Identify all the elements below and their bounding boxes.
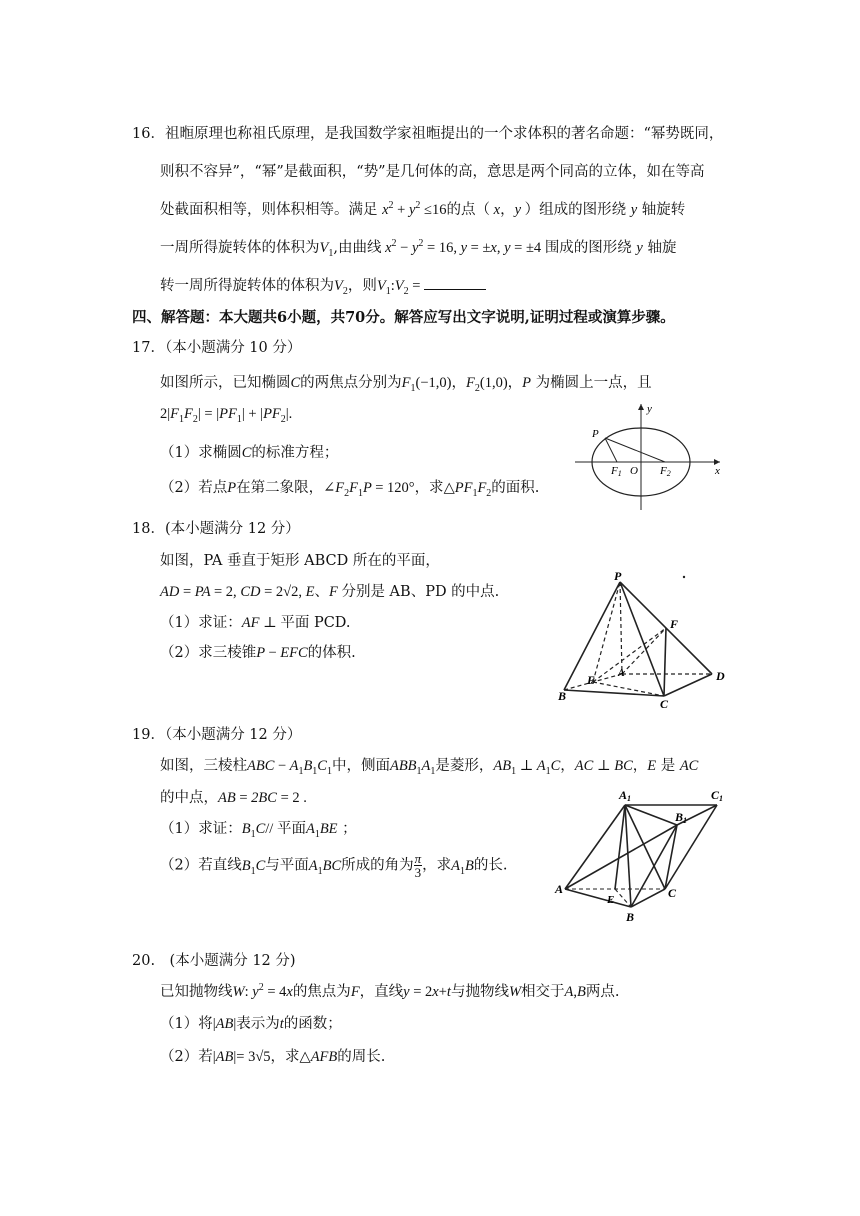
text: 1 — [719, 794, 724, 803]
text: 的两焦点分别为 — [300, 375, 402, 391]
math-f2: $F_2(1,0)$ — [466, 375, 508, 394]
text: ，求 — [422, 857, 452, 874]
edge-ab — [565, 889, 631, 907]
math-a1bc: $A_1BC$ — [308, 857, 342, 877]
text: 已知抛物线 — [160, 984, 233, 1000]
text: 由曲线 — [337, 240, 382, 256]
text: 是菱形， — [435, 758, 494, 774]
label-a1 — [618, 788, 631, 803]
text: C — [711, 788, 720, 802]
text: 如图所示，已知椭圆 — [160, 375, 291, 391]
label-e: E — [607, 894, 615, 906]
text: 的点（ — [446, 202, 491, 218]
text: 的标准方程； — [251, 445, 339, 461]
text: 转一周所得旋转体的体积为 — [160, 278, 334, 294]
text: 平面 PCD. — [280, 615, 351, 631]
math-triangle: $\triangle PF_1F_2$ — [443, 480, 492, 499]
math-v2: $V_2$ — [334, 278, 348, 297]
text: （2）若 — [160, 1049, 213, 1065]
segment-af — [622, 628, 666, 674]
label-a: A — [555, 882, 564, 896]
math-y: y — [630, 202, 638, 218]
text: 的函数； — [283, 1016, 342, 1032]
math-p: P — [227, 480, 237, 496]
text: 处截面积相等，则体积相等。满足 — [160, 202, 378, 218]
math-ab: AB = 2BC = 2 . — [218, 790, 307, 806]
text: （2）若直线 — [160, 857, 242, 874]
label-f: F — [670, 617, 679, 631]
dot — [683, 576, 685, 578]
math-pefc: P − EFC — [256, 645, 308, 661]
q20-line-1 — [160, 980, 620, 1001]
answer-blank — [424, 277, 486, 290]
text: 中，侧面 — [331, 758, 390, 774]
text: 表示为 — [236, 1016, 280, 1032]
text: 与平面 — [265, 857, 309, 874]
math-afb: AFB — [310, 1049, 338, 1065]
text: 1 — [617, 469, 622, 478]
edge-pc — [620, 582, 664, 696]
q16-line-3 — [160, 198, 685, 219]
q20-header: 20. (本小题满分 12 分) — [132, 953, 296, 969]
q19-part-1: （1）求证：$B_1C//$ 平面$A_1BE$ ； — [160, 821, 357, 840]
math-face: $ABB_1A_1$ — [389, 758, 436, 777]
text: ，求△ — [270, 1049, 311, 1065]
segment-pf2 — [605, 438, 665, 462]
q16-line-1: 16．祖暅原理也称祖氏原理，是我国数学家祖暅提出的一个求体积的著名命题：“幂势既同， — [132, 126, 724, 142]
math-line: y = 2x+t — [403, 984, 451, 1000]
label-e: E — [587, 673, 596, 687]
math-xy: x，y — [490, 202, 525, 218]
math-perp2: AC ⊥ BC — [574, 758, 633, 774]
math-ac: AC — [679, 758, 699, 774]
text: 如图，三棱柱 — [160, 758, 247, 774]
text: （2）求三棱锥 — [160, 645, 257, 661]
label-p: P — [592, 428, 599, 440]
math-condition: $2|F_1F_2| = |PF_1| + |PF_2|$. — [160, 406, 293, 425]
text: 所成的角为 — [341, 857, 414, 874]
text: 相交于 — [521, 984, 565, 1000]
label-b: B — [626, 910, 635, 924]
label-d: D — [716, 669, 725, 683]
text: 与抛物线 — [450, 984, 509, 1000]
label-o: O — [630, 465, 638, 477]
text: （1）将 — [160, 1016, 213, 1032]
label-b: B — [558, 689, 567, 703]
label-c1 — [711, 788, 723, 803]
q18-line-1: 如图，PA 垂直于矩形 ABCD 所在的平面， — [160, 553, 440, 569]
text: 在第二象限， — [236, 480, 324, 496]
math-f: F — [350, 984, 360, 1000]
text: 的中点， — [160, 790, 218, 806]
section-heading: 四、解答题：本大题共6小题，共70分。解答应写出文字说明,证明过程或演算步骤。 — [132, 309, 675, 326]
ellipse-figure — [575, 402, 725, 512]
q18-part-1 — [160, 611, 351, 632]
q17-line-2 — [160, 406, 292, 425]
label-b1 — [674, 810, 687, 825]
math-v1: $V_1$ — [319, 240, 334, 259]
math-perp1: $AB_1$ ⊥ $A_1C$ — [493, 758, 561, 777]
q17-line-1: 如图所示，已知椭圆C的两焦点分别为$F_1(-1,0)$，$F_2(1,0)$，P 为椭圆上一点，且 — [160, 375, 652, 394]
math-curve: $x^2 - y^2 = 16$, y = ±x, y = ±4 — [381, 238, 545, 256]
text: 平面 — [276, 821, 306, 837]
q16-line-2: 则积不容异”，“幂”是截面积，“势”是几何体的高，意思是两个同高的立体，如在等高 — [160, 164, 705, 180]
math-length: |AB|= 3√5 — [212, 1049, 271, 1065]
math-c: C — [241, 445, 252, 461]
text: F — [660, 465, 667, 477]
text: 两点. — [585, 984, 620, 1000]
text: （1）求证： — [160, 821, 242, 837]
label-c: C — [660, 697, 669, 711]
q19-header: 19．（本小题满分 12 分） — [132, 727, 302, 743]
math-lengths: AD = PA = 2, CD = 2√2, E、F — [160, 584, 342, 600]
q18-header: 18．(本小题满分 12 分） — [132, 521, 300, 537]
q19-line-2 — [160, 786, 307, 807]
text: 的周长. — [337, 1049, 386, 1065]
label-p: P — [614, 569, 622, 583]
y-arrow — [638, 404, 644, 410]
math-c: C — [290, 375, 301, 391]
math-b1c: $B_1C//$ — [241, 821, 274, 840]
label-a: A — [618, 668, 625, 679]
text: ）组成的图形绕 — [524, 202, 627, 218]
segment-pe — [593, 582, 620, 682]
math-f1: $F_1(-1,0)$ — [401, 375, 452, 394]
text: ， — [632, 758, 648, 774]
text: ，求 — [414, 480, 444, 496]
text: 为椭圆上一点，且 — [535, 375, 652, 391]
math-angle: $\angle F_2F_1P = 120^\circ$ — [323, 480, 415, 499]
text: （1）求椭圆 — [160, 445, 242, 461]
math-abs-ab: |AB| — [212, 1016, 237, 1032]
text: 的体积. — [307, 645, 356, 661]
q16-line-5 — [160, 274, 486, 297]
text: 1 — [683, 816, 688, 825]
text: 1 — [627, 794, 632, 803]
q18-line-2 — [160, 580, 499, 601]
q17-part-2 — [160, 476, 539, 499]
text: 的焦点为 — [292, 984, 351, 1000]
text: （2）若点 — [160, 480, 228, 496]
q17-header: 17．（本小题满分 10 分） — [132, 340, 302, 356]
label-f1 — [610, 465, 622, 478]
math-disk: $x^2 + y^2 \le 16$ — [382, 200, 447, 218]
math-ab: A,B — [564, 984, 586, 1000]
label-f2 — [659, 465, 671, 478]
text: （1）求证： — [160, 615, 242, 631]
math-a1b: $A_1B$ — [451, 857, 474, 877]
text: 的长. — [473, 857, 508, 874]
text: ，则 — [347, 278, 377, 294]
text: 一周所得旋转体的体积为 — [160, 240, 320, 256]
math-af: AF ⊥ — [241, 615, 277, 631]
text: 轴旋转 — [641, 202, 686, 218]
text: B — [675, 810, 684, 824]
math-w: W — [508, 984, 522, 1000]
text: 2 — [666, 469, 671, 478]
text: 是 — [660, 758, 676, 774]
segment-fc — [664, 628, 666, 696]
math-parabola: W: $y^2 = 4x$ — [232, 982, 293, 1000]
q20-part-1 — [160, 1012, 342, 1033]
label-y: y — [647, 403, 652, 415]
math-e: E — [647, 758, 657, 774]
q20-part-2 — [160, 1045, 385, 1066]
math-t: t — [279, 1016, 284, 1032]
math-p: P — [522, 375, 532, 391]
edge-cd — [664, 674, 712, 696]
text: 轴旋 — [647, 240, 677, 256]
math-ratio: $V_1:V_2$ = — [376, 278, 425, 297]
q19-line-1 — [160, 754, 698, 777]
text: F — [611, 465, 618, 477]
text: A — [619, 788, 628, 802]
math-prism: ABC − $A_1B_1C_1$ — [247, 758, 332, 777]
text: ，直线 — [359, 984, 404, 1000]
text: ， — [560, 758, 575, 774]
math-pi-over-3: $\frac{\pi}{3}$ — [414, 851, 422, 880]
q18-part-2 — [160, 641, 356, 662]
pyramid-figure — [556, 569, 736, 712]
q16-line-4: 一周所得旋转体的体积为$V_1$,由曲线 $x^2 - y^2 = 16$, y = ±x, y = ±4 围成的图形绕 y 轴旋 — [160, 238, 677, 259]
label-x: x — [715, 465, 720, 477]
math-y: y — [636, 240, 643, 256]
text: 的面积. — [491, 480, 540, 496]
label-c: C — [668, 886, 677, 900]
prism-figure — [555, 785, 740, 930]
q17-part-1 — [160, 441, 338, 462]
math-a1be: $A_1BE$ — [305, 821, 338, 840]
text: 围成的图形绕 — [544, 240, 632, 256]
segment-a1b — [625, 805, 631, 907]
q19-part-2 — [160, 852, 508, 879]
text: 分别是 AB、PD 的中点. — [341, 584, 500, 600]
math-b1c: $B_1C$ — [241, 857, 266, 877]
